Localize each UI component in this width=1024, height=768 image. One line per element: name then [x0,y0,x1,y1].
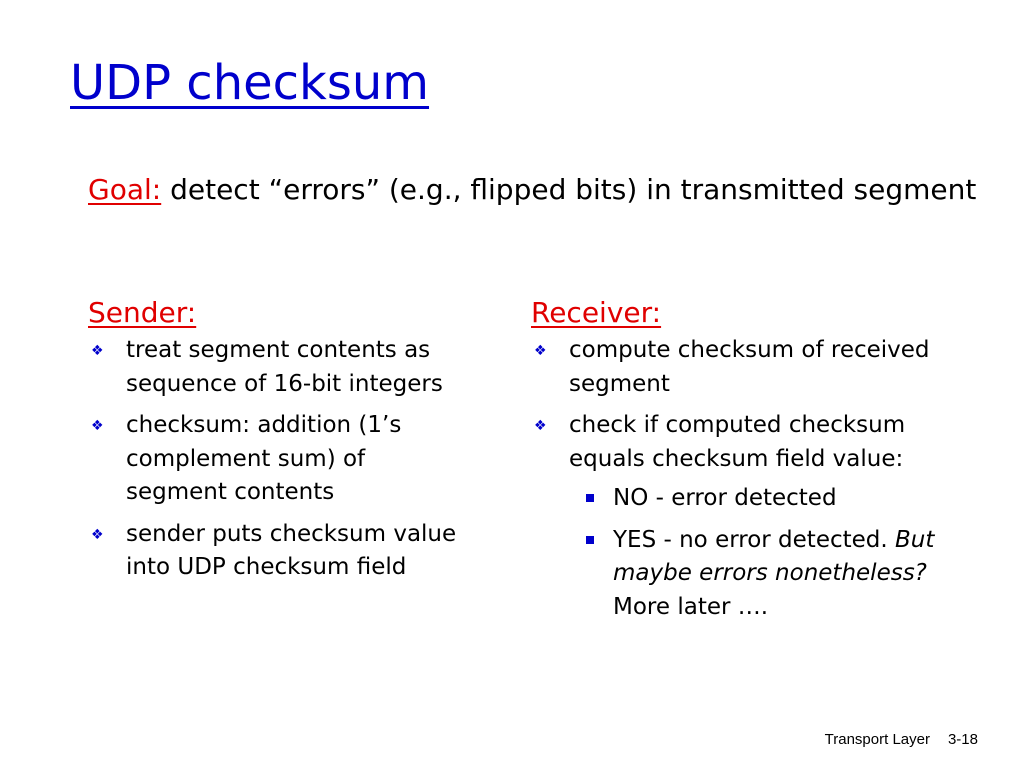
page-number: 3-18 [947,731,978,748]
subitem-yes-suffix: More later …. [613,593,769,620]
slide-title: UDP checksum [70,55,430,111]
sender-column [88,294,468,593]
receiver-subitem-yes [569,524,971,625]
goal-text: detect “errors” (e.g., flipped bits) in transmitted segment [161,173,977,206]
diamond-bullet-icon: ❖ [534,343,547,359]
receiver-column [531,294,971,632]
receiver-heading: Receiver: [531,296,662,329]
diamond-bullet-icon: ❖ [534,418,547,434]
sender-item-text: treat segment contents as sequence of 16-bit integers [126,337,443,397]
sender-item-text: sender puts checksum value into UDP checksum field [126,520,457,580]
goal-statement [88,170,1024,210]
goal-label: Goal: [88,173,162,206]
receiver-item [531,409,971,624]
receiver-item [531,334,971,401]
diamond-bullet-icon: ❖ [91,343,104,359]
square-bullet-icon [586,536,594,544]
diamond-bullet-icon: ❖ [91,526,104,543]
slide-footer [825,731,978,748]
footer-section: Transport Layer [824,731,930,748]
sender-item [88,334,468,401]
subitem-yes-italic: But maybe errors nonetheless? [613,526,935,586]
receiver-item-text: compute checksum of received segment [569,337,930,397]
sender-item-text: checksum: addition (1’s complement sum) of segment contents [126,412,402,505]
subitem-yes-prefix: YES - no error detected. [613,526,896,553]
subitem-no-text: NO - error detected [613,485,837,511]
receiver-sublist [569,482,971,624]
square-bullet-icon [586,494,594,502]
receiver-item-text: check if computed checksum equals checksum field value: [569,412,906,472]
receiver-list [531,334,971,624]
receiver-subitem-no [569,482,971,516]
sender-item [88,518,468,585]
sender-heading: Sender: [88,296,197,329]
diamond-bullet-icon: ❖ [91,418,104,434]
sender-list [88,334,468,585]
sender-item [88,409,468,510]
